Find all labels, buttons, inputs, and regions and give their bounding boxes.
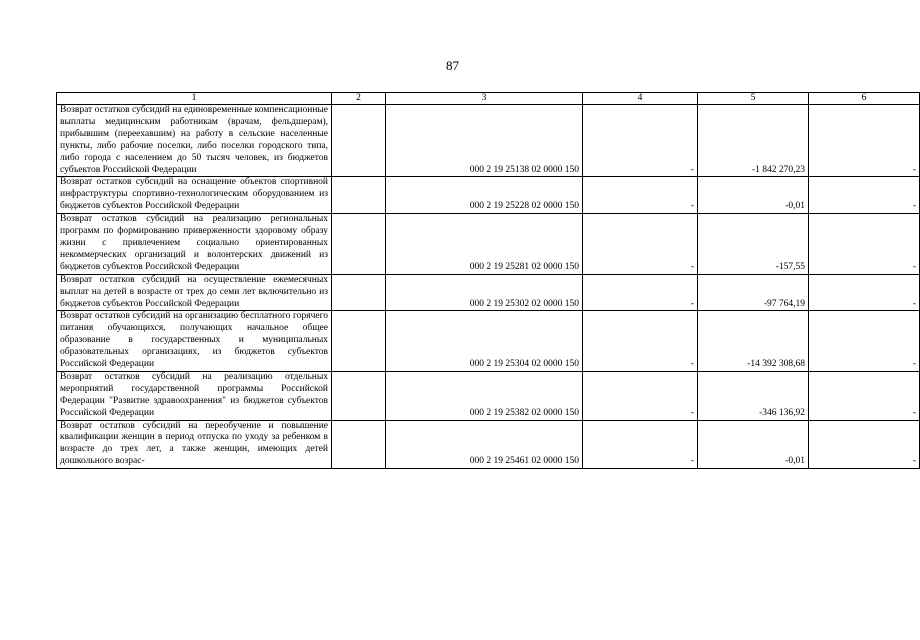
row-code: 000 2 19 25302 02 0000 150 <box>386 274 583 311</box>
row-amount: -14 392 308,68 <box>698 311 809 372</box>
row-col6: - <box>809 214 920 275</box>
row-description: Возврат остатков субсидий на организацию бесплатного горячего питания обучающихся, получающих начальное общее образование в государственных и муниципальных образовательных организациях, из бюджетов субъектов Российской Федерации <box>57 311 332 372</box>
header-col-6: 6 <box>809 93 920 105</box>
table-row <box>57 311 920 372</box>
row-code: 000 2 19 25461 02 0000 150 <box>386 420 583 469</box>
row-col2 <box>332 311 386 372</box>
row-col4: - <box>583 105 698 177</box>
row-amount: -97 764,19 <box>698 274 809 311</box>
row-col6: - <box>809 105 920 177</box>
row-description: Возврат остатков субсидий на реализацию региональных программ по формированию приверженности здоровому образу жизни с привлечением социально ориентированных некоммерческих организаций и волонтерских движений из бюджетов субъектов Российской Федерации <box>57 214 332 275</box>
row-description: Возврат остатков субсидий на осуществление ежемесячных выплат на детей в возрасте от трех до семи лет включительно из бюджетов субъектов Российской Федерации <box>57 274 332 311</box>
row-description: Возврат остатков субсидий на оснащение объектов спортивной инфраструктуры спортивно-технологическим оборудованием из бюджетов субъектов Российской Федерации <box>57 177 332 214</box>
row-code: 000 2 19 25281 02 0000 150 <box>386 214 583 275</box>
header-row <box>57 93 920 105</box>
header-col-5: 5 <box>698 93 809 105</box>
row-amount: -157,55 <box>698 214 809 275</box>
row-col4: - <box>583 274 698 311</box>
row-col2 <box>332 105 386 177</box>
row-code: 000 2 19 25382 02 0000 150 <box>386 371 583 420</box>
table-row <box>57 274 920 311</box>
row-col6: - <box>809 420 920 469</box>
row-description: Возврат остатков субсидий на единовременные компенсационные выплаты медицинским работникам (врачам, фельдшерам), прибывшим (переехавшим) на работу в сельские населенные пункты, либо рабочие поселки, либо поселки городского типа, либо города с населением до 50 тысяч человек, из бюджетов субъектов Российской Федерации <box>57 105 332 177</box>
row-col6: - <box>809 274 920 311</box>
row-col6: - <box>809 177 920 214</box>
row-col2 <box>332 177 386 214</box>
row-col2 <box>332 420 386 469</box>
row-col2 <box>332 274 386 311</box>
table-row <box>57 371 920 420</box>
row-col2 <box>332 214 386 275</box>
row-col2 <box>332 371 386 420</box>
header-col-4: 4 <box>583 93 698 105</box>
row-amount: -0,01 <box>698 420 809 469</box>
row-description: Возврат остатков субсидий на реализацию отдельных мероприятий государственной программы Российской Федерации "Развитие здравоохранения" из бюджетов субъектов Российской Федерации <box>57 371 332 420</box>
table-row <box>57 420 920 469</box>
row-col4: - <box>583 177 698 214</box>
row-col6: - <box>809 311 920 372</box>
page-number: 87 <box>446 58 459 73</box>
row-col4: - <box>583 371 698 420</box>
header-col-2: 2 <box>332 93 386 105</box>
row-code: 000 2 19 25304 02 0000 150 <box>386 311 583 372</box>
row-description: Возврат остатков субсидий на переобучение и повышение квалификации женщин в период отпуска по уходу за ребенком в возрасте до трех лет, а также женщин, имеющих детей дошкольного возрас- <box>57 420 332 469</box>
header-col-3: 3 <box>386 93 583 105</box>
row-col4: - <box>583 214 698 275</box>
row-code: 000 2 19 25138 02 0000 150 <box>386 105 583 177</box>
table-row <box>57 105 920 177</box>
row-code: 000 2 19 25228 02 0000 150 <box>386 177 583 214</box>
table-row <box>57 214 920 275</box>
row-col4: - <box>583 420 698 469</box>
table-row <box>57 177 920 214</box>
row-amount: -1 842 270,23 <box>698 105 809 177</box>
row-col6: - <box>809 371 920 420</box>
row-amount: -0,01 <box>698 177 809 214</box>
header-col-1: 1 <box>57 93 332 105</box>
row-amount: -346 136,92 <box>698 371 809 420</box>
row-col4: - <box>583 311 698 372</box>
budget-table <box>56 92 920 469</box>
